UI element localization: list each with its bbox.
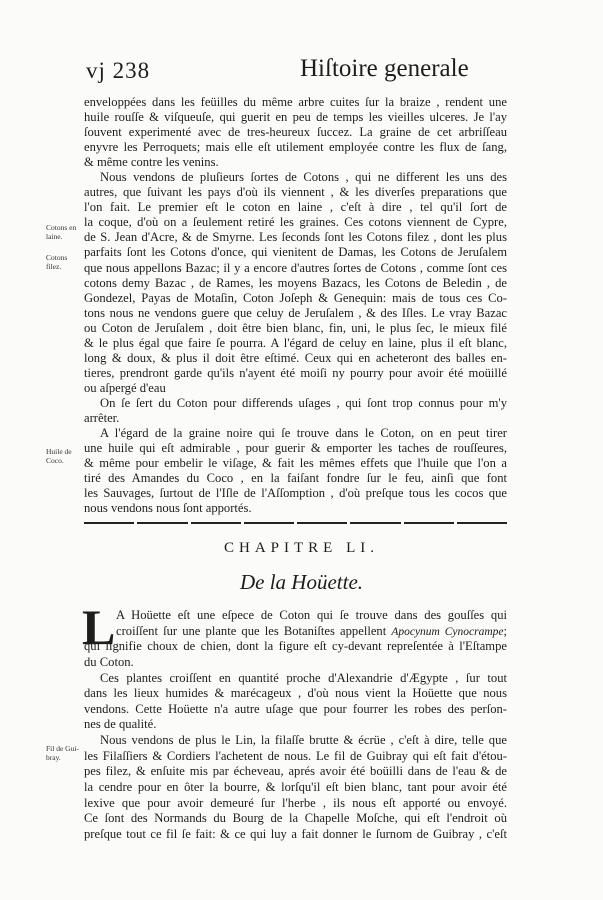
text-line — [84, 686, 507, 702]
text-line — [84, 396, 507, 411]
line-text: de S. Jean d'Acre, & de Smyrne. Les ſeconds ſont les Cotons filez , dont les plus — [84, 230, 507, 245]
line-text: croiſſent ſur une plante que les Botaniſtes appellent — [116, 623, 392, 638]
line-text: que nous appellons Bazac; il y a encore d'autres ſortes de Cotons , comme ſont ces — [84, 260, 507, 275]
text-line — [84, 796, 507, 812]
line-text: une huile qui eſt admirable , pour guerir & emporter les taches de rouſſeures, — [84, 441, 507, 456]
section-divider — [84, 522, 507, 524]
text-line — [84, 426, 507, 441]
text-line — [84, 501, 507, 516]
body-text-bottom — [84, 608, 507, 843]
line-text: ou aſpergé d'eau — [84, 380, 166, 395]
line-text: ou Coton de Jeruſalem , doit être bien blanc, fin, uni, le plus ſec, le mieux filé — [84, 320, 507, 335]
margin-note: Fil de Gui-bray. — [46, 744, 79, 762]
text-line — [84, 200, 507, 215]
text-line — [84, 671, 507, 687]
line-text: la coque, d'où on a ſeulement retiré les graines. Ces cotons viennent de Cypre, — [84, 215, 507, 230]
text-line — [84, 471, 507, 486]
text-line — [84, 245, 507, 260]
line-text: Nous vendons de plus le Lin, la filaſſe brutte & écrüe , c'eſt à dire, telle que — [100, 733, 507, 748]
line-text: A l'égard de la graine noire qui ſe trouve dans le Coton, on en peut tirer — [100, 426, 507, 441]
page-number: vj 238 — [86, 58, 151, 83]
text-line — [84, 215, 507, 230]
line-text: long & doux, & plus il doit être eſtimé. Ceux qui en acheteront des balles en- — [84, 350, 507, 365]
text-line — [84, 749, 507, 765]
line-text: dans les lieux humides & marécageux , d'où nous vient la Hoüette que nous — [84, 686, 507, 701]
line-text: Nous vendons de pluſieurs ſortes de Cotons , qui ne different les uns des — [100, 170, 507, 185]
line-text: enyvre les Perroquets; mais elle eſt utilement employée contre les flux de ſang, — [84, 140, 507, 155]
line-text: autres, que ſuivant les pays d'où ils viennent , & les diverſes preparations que — [84, 185, 507, 200]
text-line — [84, 717, 507, 733]
text-line — [84, 306, 507, 321]
line-text: Gondezel, Payas de Motaſin, Coton Joſeph & Genequin: mais de tous ces Co- — [84, 290, 507, 305]
line-text: tons nous ne vendons guere que celuy de Jeruſalem , & des Iſles. Le vray Bazac — [84, 305, 507, 320]
line-text: Ces plantes croiſſent en quantité proche d'Alexandrie d'Ægypte , ſur tout — [100, 670, 507, 685]
line-text: & le plus égal que faire ſe pourra. A l'égard de celuy en laine, plus il eſt blanc, — [84, 335, 507, 350]
line-text: la cendre pour en ôter la bourre, & lorſqu'il eſt bien blanc, tant pour avoir été — [84, 780, 507, 795]
text-line — [84, 486, 507, 501]
text-line — [84, 110, 507, 125]
text-line — [84, 827, 507, 843]
text-line — [84, 733, 507, 749]
text-line — [84, 230, 507, 245]
line-text: arrêter. — [84, 410, 120, 425]
line-text: huile rouſſe & viſqueuſe, qui guerit en peu de temps les vieilles ulceres. Je l'ay — [84, 110, 507, 125]
line-text: nous vendons nous ſont apportés. — [84, 501, 252, 516]
line-text: qui ſignifie choux de chien, dont la figure eſt cy-devant repreſentée à l'Eſtampe — [84, 639, 507, 654]
line-text: pes filez, & enſuite mis par écheveau, aprés avoir été boüilli dans de l'eau & de — [84, 764, 507, 779]
text-line — [84, 155, 507, 170]
text-line — [84, 351, 507, 366]
text-line — [84, 291, 507, 306]
line-text: enveloppées dans les feüilles du même arbre cuites ſur la braize , rendent une — [84, 95, 507, 109]
line-text: A Hoüette eſt une eſpece de Coton qui ſe trouve dans des gouſſes qui — [116, 608, 507, 622]
chapter-subtitle: De la Hoüette. — [239, 570, 364, 594]
line-text: ; — [503, 623, 507, 638]
line-text: tieres, prendront garde qu'ils n'ayent été moiſi ny pourry pour avoir été moüillé — [84, 365, 507, 380]
body-text-top — [84, 95, 507, 516]
text-line — [84, 624, 507, 640]
text-line — [84, 456, 507, 471]
text-line — [84, 608, 507, 624]
text-line — [84, 441, 507, 456]
line-text: Ce ſont des Normands du Bourg de la Chapelle Moſche, qui eſt l'endroit où — [84, 811, 507, 826]
text-line — [84, 381, 507, 396]
text-line — [84, 95, 507, 110]
line-text: preſque tout ce fil ſe fait: & ce qui luy a fait donner le ſurnom de Guibray , c'eſt — [84, 826, 507, 841]
text-line — [84, 702, 507, 718]
text-line — [84, 366, 507, 381]
text-line — [84, 261, 507, 276]
line-text: vendons. Cette Hoüette n'a autre uſage que pour fourrer les robes des perſon- — [84, 701, 507, 716]
drop-cap: L — [82, 599, 116, 655]
text-line — [84, 125, 507, 140]
text-line — [84, 780, 507, 796]
text-line — [84, 140, 507, 155]
line-text: parfaits ſont les Cotons d'once, qui vienitent de Damas, les Cotons de Jeruſalem — [84, 245, 507, 260]
margin-note: Cotons filez. — [46, 253, 68, 271]
line-text: les Sauvages, ſurtout de l'Iſle de l'Aſſomption , d'où preſque tous les cocos que — [84, 486, 507, 501]
text-line — [84, 276, 507, 291]
chapter-heading: CHAPITRE LI. — [224, 540, 379, 556]
line-text: ſouvent experimenté avec de tres-heureux ſuccez. La graine de cet arbriſſeau — [84, 125, 507, 140]
text-line — [84, 336, 507, 351]
line-text: du Coton. — [84, 654, 134, 669]
line-text: On ſe ſert du Coton pour differends uſages , qui ſont trop connus pour m'y — [100, 395, 507, 410]
text-line — [84, 170, 507, 185]
text-line — [84, 639, 507, 655]
text-line — [84, 321, 507, 336]
text-line — [84, 411, 507, 426]
line-text: & même contre les venins. — [84, 155, 219, 170]
line-text: cotons demy Bazac , de Rames, les moyens Bazacs, les Cotons de Beledin , de — [84, 275, 507, 290]
line-text: l'on fait. Le premier eſt le coton en laine , c'eſt à dire , tel qu'il ſort de — [84, 200, 507, 215]
text-line — [84, 185, 507, 200]
italic-term: Apocynum Cynocrampe — [391, 625, 504, 638]
text-line — [84, 655, 507, 671]
line-text: & même pour embelir le viſage, & fait les mêmes effets que l'huile que l'on a — [84, 456, 507, 471]
running-title: Hiſtoire generale — [300, 55, 469, 82]
line-text: les Filaſſiers & Cordiers l'achetent de nous. Le fil de Guibray qui eſt fait d'étou- — [84, 748, 507, 763]
line-text: lexive que pour avoir demeuré ſur l'herbe , ils nous eſt apporté ou envoyé. — [84, 795, 507, 810]
text-line — [84, 764, 507, 780]
margin-note: Cotons en laine. — [46, 223, 77, 241]
text-line — [84, 811, 507, 827]
line-text: tiré des Amandes du Coco , en la faiſant fondre ſur le feu, ainſi que font — [84, 471, 507, 486]
margin-note: Huile de Coco. — [46, 447, 72, 465]
line-text: nes de qualité. — [84, 717, 157, 732]
